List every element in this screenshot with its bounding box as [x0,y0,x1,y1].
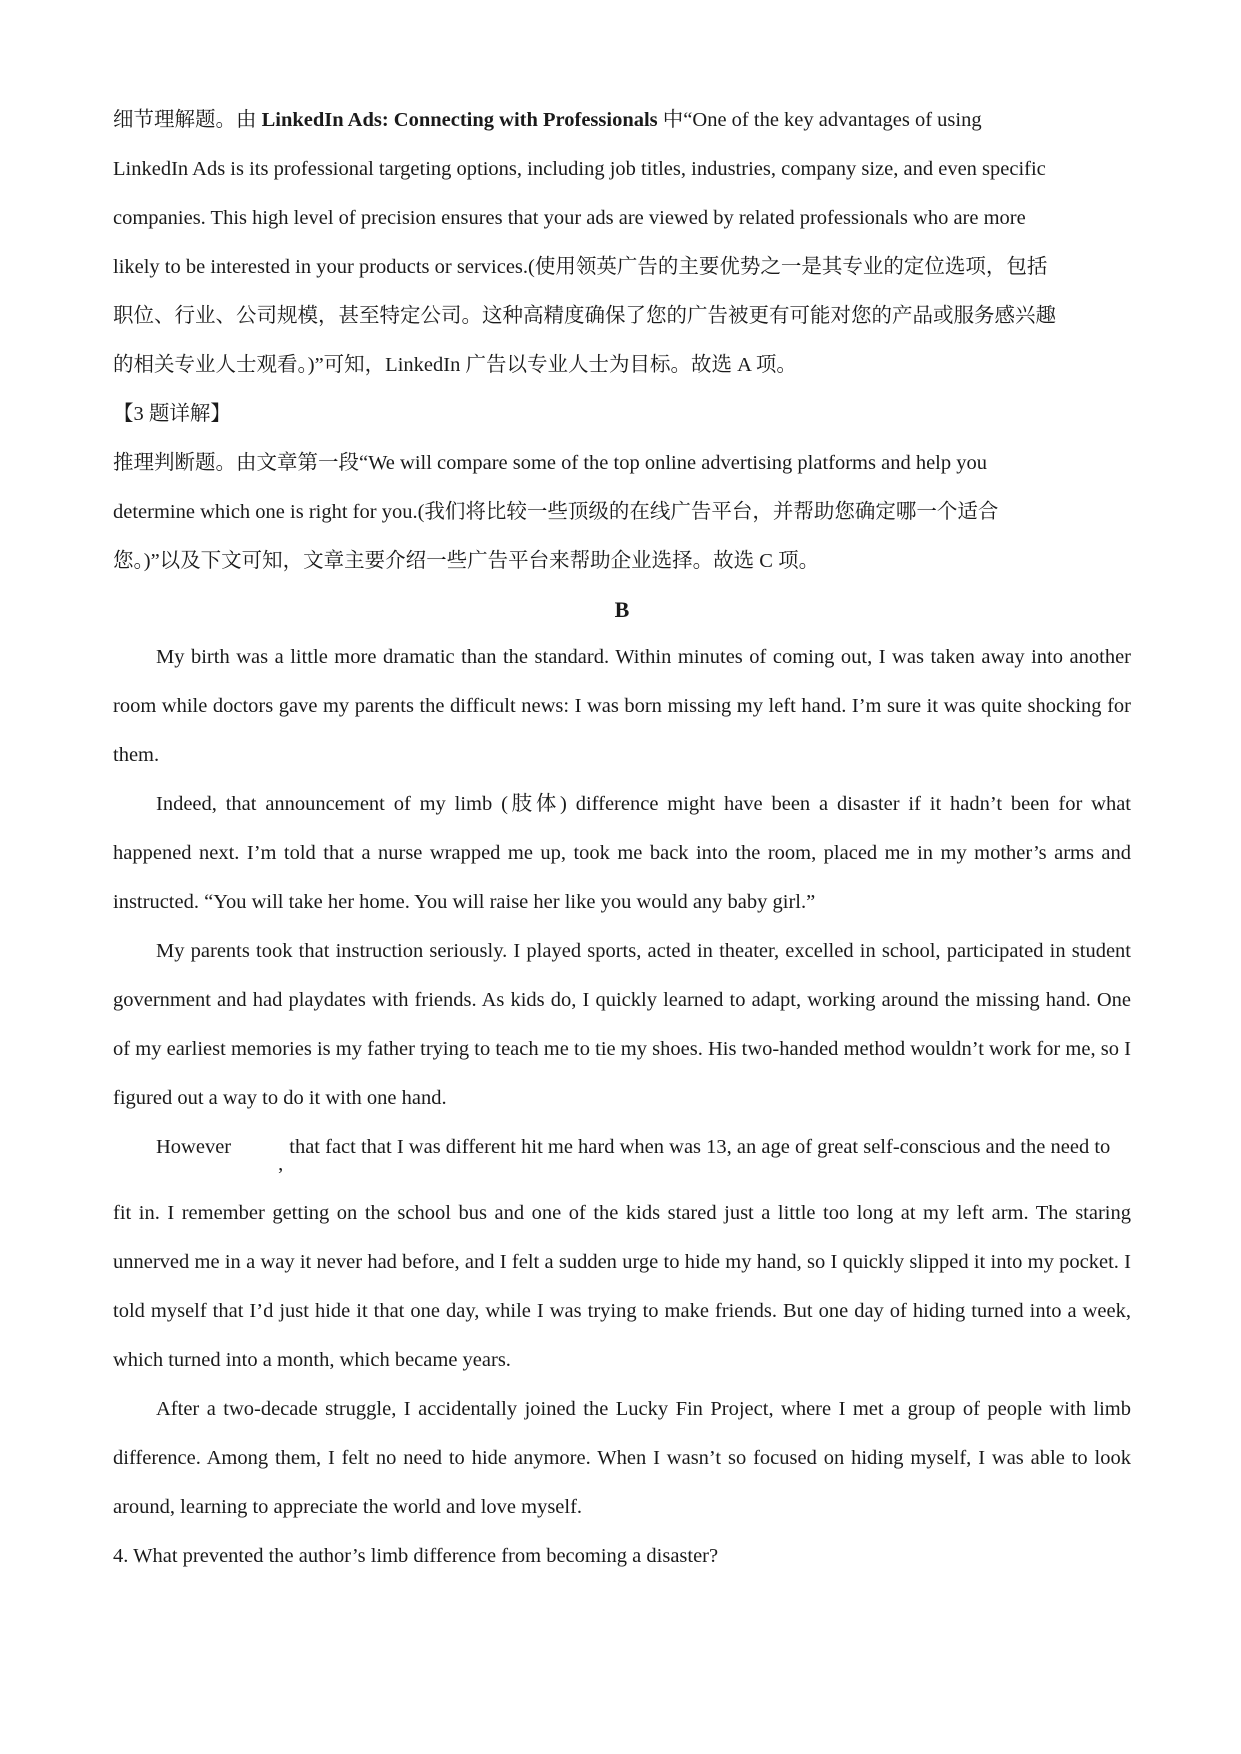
q2-line-2: LinkedIn Ads is its professional targeting options, including job titles, industries, company size, and even specific [113,158,1046,180]
q2-line-4: likely to be interested in your products or services.(使用领英广告的主要优势之一是其专业的定位选项，包括 [113,256,1048,278]
passage-paragraph-1: My birth was a little more dramatic than the standard. Within minutes of coming out, I was taken away into another room while doctors gave my parents the difficult news: I was born missing my left hand. I’m sure it was quite shocking for them. [113,646,1131,766]
passage-paragraph-4-rest: fit in. I remember getting on the school bus and one of the kids stared just a little too long at my left arm. The staring unnerved me in a way it never had before, and I felt a sudden urge to hide my hand, so I quickly slipped it into my pocket. I told myself that I’d just hide it that one day, while I was trying to make friends. But one day of hiding turned into a week, which turned into a month, which became years. [113,1202,1131,1371]
question-4: 4. What prevented the author’s limb difference from becoming a disaster? [113,1545,719,1567]
q2-source-title: LinkedIn Ads: Connecting with Professionals [261,109,658,131]
passage-paragraph-5: After a two-decade struggle, I accidentally joined the Lucky Fin Project, where I met a group of people with limb difference. Among them, I felt no need to hide anymore. When I wasn’t so focused on hiding myself, I was able to look around, learning to appreciate the world and love myself. [113,1398,1131,1518]
p4-comma: , [278,1153,284,1175]
passage-paragraph-4-first-line [113,1123,1131,1175]
passage-paragraph-3: My parents took that instruction seriously. I played sports, acted in theater, excelled in school, participated in student government and had playdates with friends. As kids do, I quickly learned to adapt, working around the missing hand. One of my earliest memories is my father trying to teach me to tie my shoes. His two-handed method wouldn’t work for me, so I figured out a way to do it with one hand. [113,940,1131,1109]
document-page [113,96,1131,1581]
q3-heading: 【3 题详解】 [113,403,231,425]
q2-line-3: companies. This high level of precision ensures that your ads are viewed by related professionals who are more [113,207,1026,229]
p4-start-word: However [156,1136,232,1158]
q2-line-1-rest: 中“One of the key advantages of using [657,109,982,131]
q3-line-1: 推理判断题。由文章第一段“We will compare some of the top online advertising platforms and help you [113,452,987,474]
q2-line-6: 的相关专业人士观看。)”可知，LinkedIn 广告以专业人士为目标。故选 A 项。 [113,354,797,376]
q2-line-1 [113,96,1131,145]
q2-line-5: 职位、行业、公司规模，甚至特定公司。这种高精度确保了您的广告被更有可能对您的产品或服务感兴趣 [113,305,1056,327]
passage-b-label: B [614,597,630,622]
q3-line-2: determine which one is right for you.(我们将比较一些顶级的在线广告平台，并帮助您确定哪一个适合 [113,501,999,523]
q3-line-3: 您。)”以及下文可知，文章主要介绍一些广告平台来帮助企业选择。故选 C 项。 [113,550,820,572]
passage-paragraph-2: Indeed, that announcement of my limb (肢体) difference might have been a disaster if it hadn’t been for what happened next. I’m told that a nurse wrapped me up, took me back into the room, placed me in my mother’s arms and instructed. “You will take her home. You will raise her like you would any baby girl.” [113,793,1131,913]
q2-intro: 细节理解题。由 [113,109,262,131]
p4-line1-rest: that fact that I was different hit me hard when was 13, an age of great self-conscious and the need to [289,1136,1111,1158]
